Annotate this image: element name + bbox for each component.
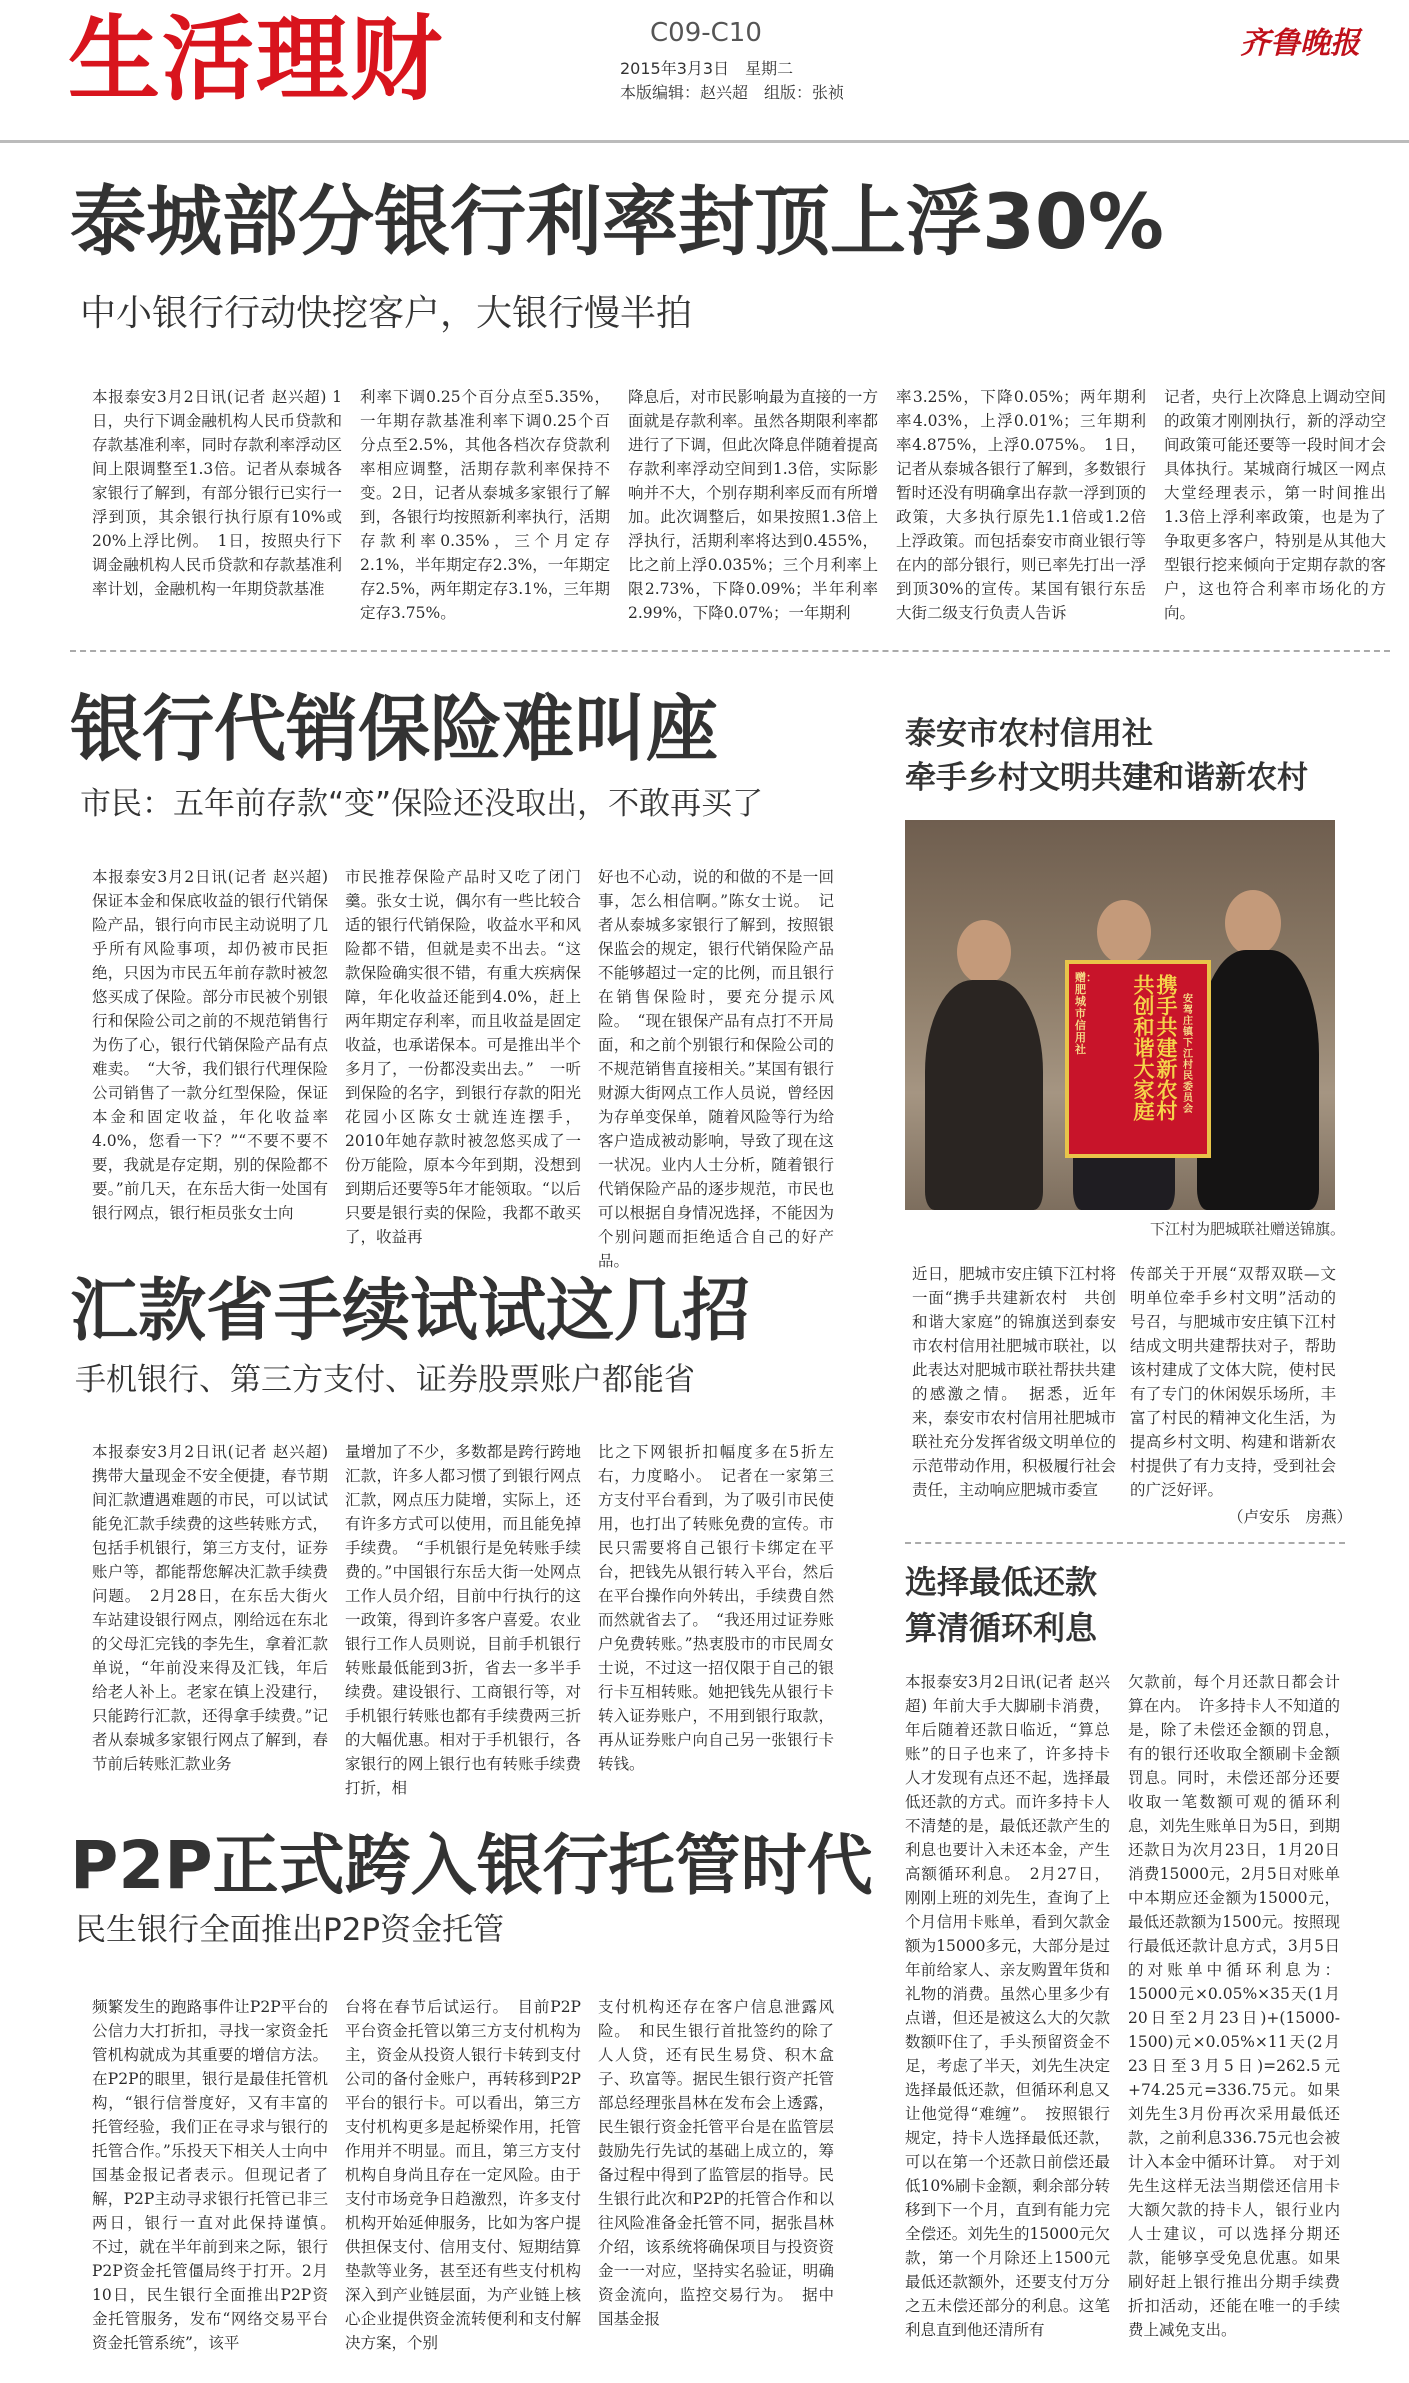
sidebar-divider <box>905 1542 1345 1544</box>
article3-subhead: 手机银行、第三方支付、证券股票账户都能省 <box>75 1362 695 1398</box>
article3-col1: 本报泰安3月2日讯(记者 赵兴超) 携带大量现金不安全便捷，春节期间汇款遭遇难题的市民，可以试试能免汇款手续费的这些转账方式，包括手机银行，第三方支付，证券账户等，都能帮您解决汇款手续费问题。 2月28日，在东岳大街火车站建设银行网点，刚给远在东北的父母汇完钱的李先生，拿着汇款单说，“年前没来得及汇钱，年后给老人补上。老家在镇上没建行，只能跨行汇款，还得拿手续费。”记者从泰城多家银行网点了解到，春节前后转账汇款业务 <box>92 1443 328 1773</box>
sidebar-col2: 传部关于开展“双帮双联—文明单位牵手乡村文明”活动的号召，与肥城市安庄镇下江村结成文明共建帮扶对子，帮助该村建成了文体大院，使村民有了专门的休闲娱乐场所，丰富了村民的精神文化生活，为提高乡村文明、构建和谐新农村提供了有力支持，受到社会的广泛好评。 <box>1130 1265 1336 1499</box>
article1-subhead: 中小银行行动快挖客户，大银行慢半拍 <box>80 293 693 334</box>
newspaper-logo: 齐鲁晚报 <box>1240 26 1360 61</box>
article1-col2: 利率下调0.25个百分点至5.35%，一年期存款基准利率下调0.25个百分点至2.5%，其他各档次存贷款利率相应调整，活期存款利率保持不变。2日，记者从泰城多家银行了解到，各银行均按照新利率执行，活期存款利率0.35%，三个月定存2.1%，半年期定存2.3%，一年期定存2.5%，两年期定存3.1%，三年期定存3.75%。 <box>360 388 610 622</box>
person-figure <box>925 980 1043 1210</box>
article2-col3: 好也不心动，说的和做的不是一回事，怎么相信啊。”陈女士说。 记者从泰城多家银行了解到，按照银保监会的规定，银行代销保险产品不能够超过一定的比例，而且银行在销售保险时，要充分提示风险。 “现在银保产品有点打不开局面，和之前个别银行和保险公司的不规范销售直接相关。”某国有银行财源大街网点工作人员说，曾经因为存单变保单，随着风险等行为给客户造成被动影响，导致了现在这一状况。业内人士分析，随着银行代销保险产品的逐步规范，市民也可以根据自身情况选择，不能因为个别问题而拒绝适合自己的好产品。 <box>598 868 834 1270</box>
sidebar-title-2: 牵手乡村文明共建和谐新农村 <box>905 760 1308 796</box>
banner-top-text: 赠：肥城市信用社 <box>1075 971 1097 1056</box>
person-head <box>1097 900 1151 964</box>
banner-main-text: 携手共建新农村 共创和谐大家庭 <box>1131 974 1178 1142</box>
page-numbers: C09-C10 <box>650 18 762 48</box>
article5-headline-1: 选择最低还款 <box>905 1563 1098 1601</box>
article1-col1: 本报泰安3月2日讯(记者 赵兴超) 1日，央行下调金融机构人民币贷款和存款基准利率，同时存款利率浮动区间上限调整至1.3倍。记者从泰城各家银行了解到，有部分银行已实行一浮到顶，其余银行执行原有10%或20%上浮比例。 1日，按照央行下调金融机构人民币贷款和存款基准利率计划，金融机构一年期贷款基准 <box>92 388 342 598</box>
article4-subhead: 民生银行全面推出P2P资金托管 <box>75 1912 505 1948</box>
article4-col3: 支付机构还存在客户信息泄露风险。 和民生银行首批签约的除了人人贷，还有民生易贷、积木盒子、玖富等。据民生银行资产托管部总经理张昌林在发布会上透露，民生银行资金托管平台是在监管层鼓励先行先试的基础上成立的，筹备过程中得到了监管层的指导。民生银行此次和P2P的托管合作和以往风险准备金托管不同，据张昌林介绍，该系统将确保项目与投资资金一一对应，坚持实名验证，明确资金流向，监控交易行为。 据中国基金报 <box>598 1998 834 2328</box>
article1-col4: 率3.25%，下降0.05%；两年期利率4.03%，上浮0.01%；三年期利率4.875%，上浮0.075%。 1日，记者从泰城各银行了解到，多数银行暂时还没有明确拿出存款一浮到顶的政策，大多执行原先1.1倍或1.2倍上浮政策。而包括泰安市商业银行等在内的部分银行，则已率先打出一浮到顶30%的宣传。某国有银行东岳大街二级支行负责人告诉 <box>896 388 1146 622</box>
article5-headline-2: 算清循环利息 <box>905 1609 1098 1647</box>
article1-headline: 泰城部分银行利率封顶上浮30% <box>70 177 1164 266</box>
article1-col3: 降息后，对市民影响最为直接的一方面就是存款利率。虽然各期限利率都进行了下调，但此次降息伴随着提高存款利率浮动空间到1.3倍，实际影响并不大，个别存期利率反而有所增加。此次调整后，如果按照1.3倍上浮执行，活期利率将达到0.455%，比之前上浮0.035%；三个月利率上限2.73%，下降0.09%；半年利率2.99%，下降0.07%；一年期利 <box>628 388 878 622</box>
award-photo <box>905 820 1335 1210</box>
issue-date: 2015年3月3日 星期二 <box>620 59 794 78</box>
editor-credits: 本版编辑：赵兴超 组版：张祯 <box>620 83 845 102</box>
photo-caption: 下江村为肥城联社赠送锦旗。 <box>1150 1220 1346 1238</box>
person-head <box>957 920 1011 984</box>
award-banner <box>1065 960 1211 1158</box>
article4-col1: 频繁发生的跑路事件让P2P平台的公信力大打折扣，寻找一家资金托管机构就成为其重要的增信方法。在P2P的眼里，银行是最佳托管机构，“银行信誉度好，又有丰富的托管经验，我们正在寻求与银行的托管合作。”乐投天下相关人士向中国基金报记者表示。但现记者了解，P2P主动寻求银行托管已非三两日，银行一直对此保持谨慎。 不过，就在半年前到来之际，银行P2P资金托管僵局终于打开。2月10日，民生银行全面推出P2P资金托管服务，发布“网络交易平台资金托管系统”，该平 <box>92 1998 344 2352</box>
article1-col5: 记者，央行上次降息上调动空间的政策才刚刚执行，新的浮动空间政策可能还要等一段时间才会具体执行。某城商行城区一网点大堂经理表示，第一时间推出1.3倍上浮利率政策，也是为了争取更多客户，特别是从其他大型银行挖来倾向于定期存款的客户，这也符合利率市场化的方向。 <box>1164 388 1386 622</box>
masthead-rule <box>0 140 1409 143</box>
article2-headline: 银行代销保险难叫座 <box>70 687 719 771</box>
article2-col1: 本报泰安3月2日讯(记者 赵兴超) 保证本金和保底收益的银行代销保险产品，银行向市民主动说明了几乎所有风险事项，却仍被市民拒绝，只因为市民五年前存款时被忽悠买成了保险。部分市民被个别银行和保险公司之前的不规范销售行为伤了心，银行代销保险产品有点难卖。 “大爷，我们银行代理保险公司销售了一款分红型保险，保证本金和固定收益，年化收益率4.0%，您看一下？”“不要不要不要，我就是存定期，别的保险都不要。”前几天，在东岳大街一处国有银行网点，银行柜员张女士向 <box>92 868 328 1222</box>
person-head <box>1225 890 1281 956</box>
article2-subhead: 市民：五年前存款“变”保险还没取出，不敢再买了 <box>80 786 764 822</box>
article3-col3: 比之下网银折扣幅度多在5折左右，力度略小。 记者在一家第三方支付平台看到，为了吸引市民使用，也打出了转账免费的宣传。市民只需要将自己银行卡绑定在平台，把钱先从银行转入平台，然后在平台操作向外转出，手续费自然而然就省去了。 “我还用过证券账户免费转账。”热衷股市的市民周女士说，不过这一招仅限于自己的银行卡互相转账。她把钱先从银行卡转入证券账户，不用到银行取款，再从证券账户向自己另一张银行卡转钱。 <box>598 1443 834 1773</box>
article4-headline: P2P正式跨入银行托管时代 <box>70 1827 873 1904</box>
article4-col2: 台将在春节后试运行。 目前P2P平台资金托管以第三方支付机构为主，资金从投资人银行卡转到支付公司的备付金账户，再转移到P2P平台的银行卡。可以看出，第三方支付机构更多是起桥梁作用，托管作用并不明显。而且，第三方支付机构自身尚且存在一定风险。由于支付市场竞争日趋激烈，许多支付机构开始延伸服务，比如为客户提供担保支付、信用支付、短期结算垫款等业务，甚至还有些支付机构深入到产业链层面，为产业链上核心企业提供资金流转便利和支付解决方案，个别 <box>345 1998 581 2352</box>
article5-col2: 欠款前，每个月还款日都会计算在内。 许多持卡人不知道的是，除了未偿还金额的罚息，有的银行还收取全额刷卡金额罚息。同时，未偿还部分还要收取一笔数额可观的循环利息，刘先生账单日为5日，到期还款日为次月23日，1月20日消费15000元，2月5日对账单中本期应还金额为15000元，最低还款额为1500元。按照现行最低还款计息方式，3月5日的对账单中循环利息为：15000元×0.05%×35天(1月20日至2月23日)+(15000-1500)元×0.05%×11天(2月23日至3月5日)=262.5元+74.25元=336.75元。如果刘先生3月份再次采用最低还款，之前利息336.75元也会被计入本金中循环计算。 对于刘先生这样无法当期偿还信用卡大额欠款的持卡人，银行业内人士建议，可以选择分期还款，能够享受免息优惠。如果刷好赶上银行推出分期手续费折扣活动，还能在唯一的手续费上减免支出。 <box>1128 1673 1340 2339</box>
article5-col1: 本报泰安3月2日讯(记者 赵兴超) 年前大手大脚刷卡消费，年后随着还款日临近，“算总账”的日子也来了，许多持卡人才发现有点还不起，选择最低还款的方式。而许多持卡人不清楚的是，最低还款产生的利息也要计入未还本金，产生高额循环利息。 2月27日，刚刚上班的刘先生，查询了上个月信用卡账单，看到欠款金额为15000多元，大部分是过年前给家人、亲友购置年货和礼物的消费。虽然心里多少有点谱，但还是被这么大的欠款数额吓住了，手头预留资金不足，考虑了半天，刘先生决定选择最低还款，但循环利息又让他觉得“难缠”。 按照银行规定，持卡人选择最低还款，可以在第一个还款日前偿还最低10%刷卡金额，剩余部分转移到下一个月，直到有能力完全偿还。刘先生的15000元欠款，第一个月除还上1500元最低还款额外，还要支付万分之五未偿还部分的利息。这笔利息直到他还清所有 <box>905 1673 1110 2339</box>
article2-col2: 市民推荐保险产品时又吃了闭门羹。张女士说，偶尔有一些比较合适的银行代销保险，收益水平和风险都不错，但就是卖不出去。“这款保险确实很不错，有重大疾病保障，年化收益还能到4.0%，赶上两年期定存利率，而且收益是固定收益，也承诺保本。可是推出半个多月了，一份都没卖出去。” 一听到保险的名字，到银行存款的阳光花园小区陈女士就连连摆手，2010年她存款时被忽悠买成了一份万能险，原本今年到期，没想到到期后还要等5年才能领取。“以后只要是银行卖的保险，我都不敢买了，收益再 <box>345 868 581 1246</box>
sidebar-byline: （卢安乐 房燕） <box>1228 1508 1353 1526</box>
sidebar-title-1: 泰安市农村信用社 <box>905 716 1153 752</box>
article1-divider <box>70 650 1390 652</box>
banner-signature: 安驾庄镇下江村民委员会 <box>1183 994 1193 1115</box>
article3-col2: 量增加了不少，多数都是跨行跨地汇款，许多人都习惯了到银行网点汇款，网点压力陡增，实际上，还有许多方式可以使用，而且能免掉手续费。 “手机银行是免转账手续费的。”中国银行东岳大街一处网点工作人员介绍，目前中行执行的这一政策，得到许多客户喜爱。农业银行工作人员则说，目前手机银行转账最低能到3折，省去一多半手续费。建设银行、工商银行等，对手机银行转账也都有手续费两三折的大幅优惠。相对于手机银行，各家银行的网上银行也有转账手续费打折，相 <box>345 1443 581 1797</box>
article3-headline: 汇款省手续试试这几招 <box>70 1272 751 1351</box>
sidebar-col1: 近日，肥城市安庄镇下江村将一面“携手共建新农村 共创和谐大家庭”的锦旗送到泰安市农村信用社肥城市联社，以此表达对肥城市联社帮扶共建的感激之情。 据悉，近年来，泰安市农村信用社肥城市联社充分发挥省级文明单位的示范带动作用，积极履行社会责任，主动响应肥城市委宣 <box>912 1265 1116 1499</box>
person-figure <box>1197 950 1319 1210</box>
section-title: 生活理财 <box>68 6 445 113</box>
